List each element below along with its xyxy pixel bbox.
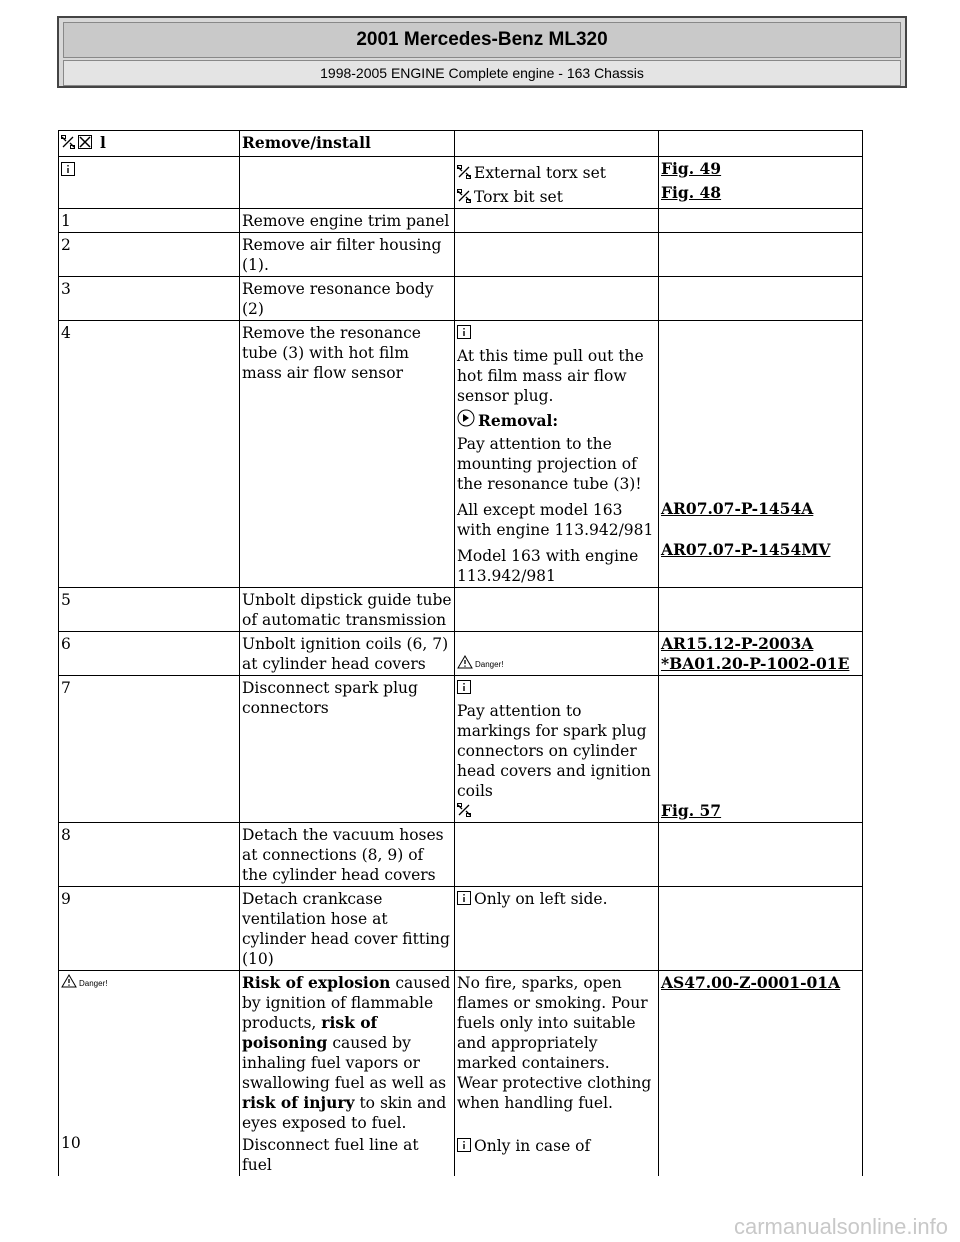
row-title: Remove/install bbox=[240, 131, 455, 157]
info-icon bbox=[457, 679, 471, 693]
table-cell bbox=[455, 157, 659, 209]
table-cell bbox=[59, 971, 240, 1177]
note-text: No fire, sparks, open flames or smoking. Pour fuels only into suitable and appropriately marked containers. bbox=[457, 974, 648, 1072]
table-cell bbox=[455, 632, 659, 676]
step-text: Disconnect spark plug connectors bbox=[240, 676, 455, 823]
procedure-table bbox=[58, 130, 863, 1176]
danger-badge bbox=[61, 974, 107, 988]
step-number: 2 bbox=[59, 233, 240, 277]
step-number: 5 bbox=[59, 588, 240, 632]
table-row bbox=[59, 209, 863, 233]
table-row bbox=[59, 277, 863, 321]
table-cell bbox=[659, 971, 863, 1177]
info-icon bbox=[457, 324, 471, 338]
page-subtitle: 1998-2005 ENGINE Complete engine - 163 Chassis bbox=[63, 60, 901, 86]
table-row bbox=[59, 588, 863, 632]
step-text: Detach crankcase ventilation hose at cylinder head cover fitting (10) bbox=[240, 887, 455, 971]
step-text: Detach the vacuum hoses at connections (8, 9) of the cylinder head covers bbox=[240, 823, 455, 887]
table-cell bbox=[659, 157, 863, 209]
step-number: 4 bbox=[59, 321, 240, 588]
note-text: Wear protective clothing when handling fuel. bbox=[457, 1074, 652, 1112]
step-text: Remove the resonance tube (3) with hot film mass air flow sensor bbox=[240, 321, 455, 588]
warning-text: Risk of explosion caused by ignition of flammable products, risk of poisoning caused by inhaling fuel vapors or swallowing fuel as well as risk of injury to skin and eyes exposed to fuel. bbox=[242, 973, 451, 1132]
info-icon bbox=[61, 161, 75, 175]
step-number: 7 bbox=[59, 676, 240, 823]
doc-link[interactable]: *BA01.20-P-1002-01E bbox=[661, 654, 850, 673]
fig-link[interactable]: Fig. 57 bbox=[661, 801, 722, 820]
note-text: Model 163 with engine 113.942/981 bbox=[457, 547, 639, 585]
doc-link[interactable]: AR07.07-P-1454MV bbox=[661, 540, 831, 559]
removal-icon bbox=[457, 409, 475, 427]
table-cell bbox=[59, 157, 240, 209]
page-header bbox=[57, 16, 907, 88]
note-text: All except model 163 with engine 113.942/981 bbox=[457, 501, 654, 539]
step-number: 8 bbox=[59, 823, 240, 887]
step-number: 3 bbox=[59, 277, 240, 321]
row-label: l bbox=[99, 133, 106, 152]
tool-name: External torx set bbox=[474, 164, 606, 182]
step-number: 1 bbox=[59, 209, 240, 233]
tool-icon bbox=[457, 802, 471, 816]
page-title: 2001 Mercedes-Benz ML320 bbox=[63, 22, 901, 58]
danger-label: Danger! bbox=[475, 660, 504, 669]
table-row bbox=[59, 676, 863, 823]
table-row bbox=[59, 971, 863, 1177]
note-text: At this time pull out the hot film mass air flow sensor plug. bbox=[457, 347, 644, 405]
note-text: Pay attention to the mounting projection of the resonance tube (3)! bbox=[457, 435, 642, 493]
table-row bbox=[59, 887, 863, 971]
table-cell bbox=[659, 676, 863, 823]
tool-icon bbox=[457, 164, 471, 178]
fig-link[interactable]: Fig. 49 bbox=[661, 159, 722, 178]
step-text: Remove air filter housing (1). bbox=[240, 233, 455, 277]
table-cell bbox=[455, 971, 659, 1177]
doc-link[interactable]: AR15.12-P-2003A bbox=[661, 634, 814, 653]
table-row bbox=[59, 157, 863, 209]
table-row bbox=[59, 233, 863, 277]
fig-link[interactable]: Fig. 48 bbox=[661, 183, 722, 202]
danger-icon bbox=[457, 655, 473, 669]
table-cell bbox=[455, 887, 659, 971]
table-cell bbox=[455, 321, 659, 588]
step-number: 6 bbox=[59, 632, 240, 676]
info-icon bbox=[457, 1137, 471, 1151]
danger-badge bbox=[457, 655, 503, 669]
step-text: Disconnect fuel line at fuel bbox=[242, 1136, 419, 1174]
removal-label: Removal: bbox=[478, 411, 559, 430]
table-cell bbox=[455, 676, 659, 823]
step-number: 9 bbox=[59, 887, 240, 971]
tool-icon bbox=[78, 134, 92, 148]
table-row bbox=[59, 321, 863, 588]
danger-label: Danger! bbox=[79, 979, 108, 988]
doc-link[interactable]: AR07.07-P-1454A bbox=[661, 499, 814, 518]
table-cell bbox=[59, 131, 240, 157]
tool-icon bbox=[61, 134, 75, 148]
step-number: 10 bbox=[61, 1134, 81, 1152]
step-text: Remove engine trim panel bbox=[240, 209, 455, 233]
info-icon bbox=[457, 890, 471, 904]
step-text: Unbolt ignition coils (6, 7) at cylinder head covers bbox=[240, 632, 455, 676]
table-cell bbox=[240, 971, 455, 1177]
tool-name: Torx bit set bbox=[474, 188, 563, 206]
table-cell bbox=[659, 632, 863, 676]
table-row bbox=[59, 632, 863, 676]
danger-icon bbox=[61, 974, 77, 988]
note-text: Pay attention to markings for spark plug connectors on cylinder head covers and ignition coils bbox=[457, 702, 651, 800]
table-cell bbox=[659, 321, 863, 588]
tool-icon bbox=[457, 188, 471, 202]
doc-link[interactable]: AS47.00-Z-0001-01A bbox=[661, 973, 841, 992]
watermark: carmanualsonline.info bbox=[733, 1214, 948, 1239]
note-text: Only in case of bbox=[474, 1137, 591, 1155]
step-text: Remove resonance body (2) bbox=[240, 277, 455, 321]
table-row bbox=[59, 131, 863, 157]
note-text: Only on left side. bbox=[474, 890, 608, 908]
step-text: Unbolt dipstick guide tube of automatic transmission bbox=[240, 588, 455, 632]
table-row bbox=[59, 823, 863, 887]
